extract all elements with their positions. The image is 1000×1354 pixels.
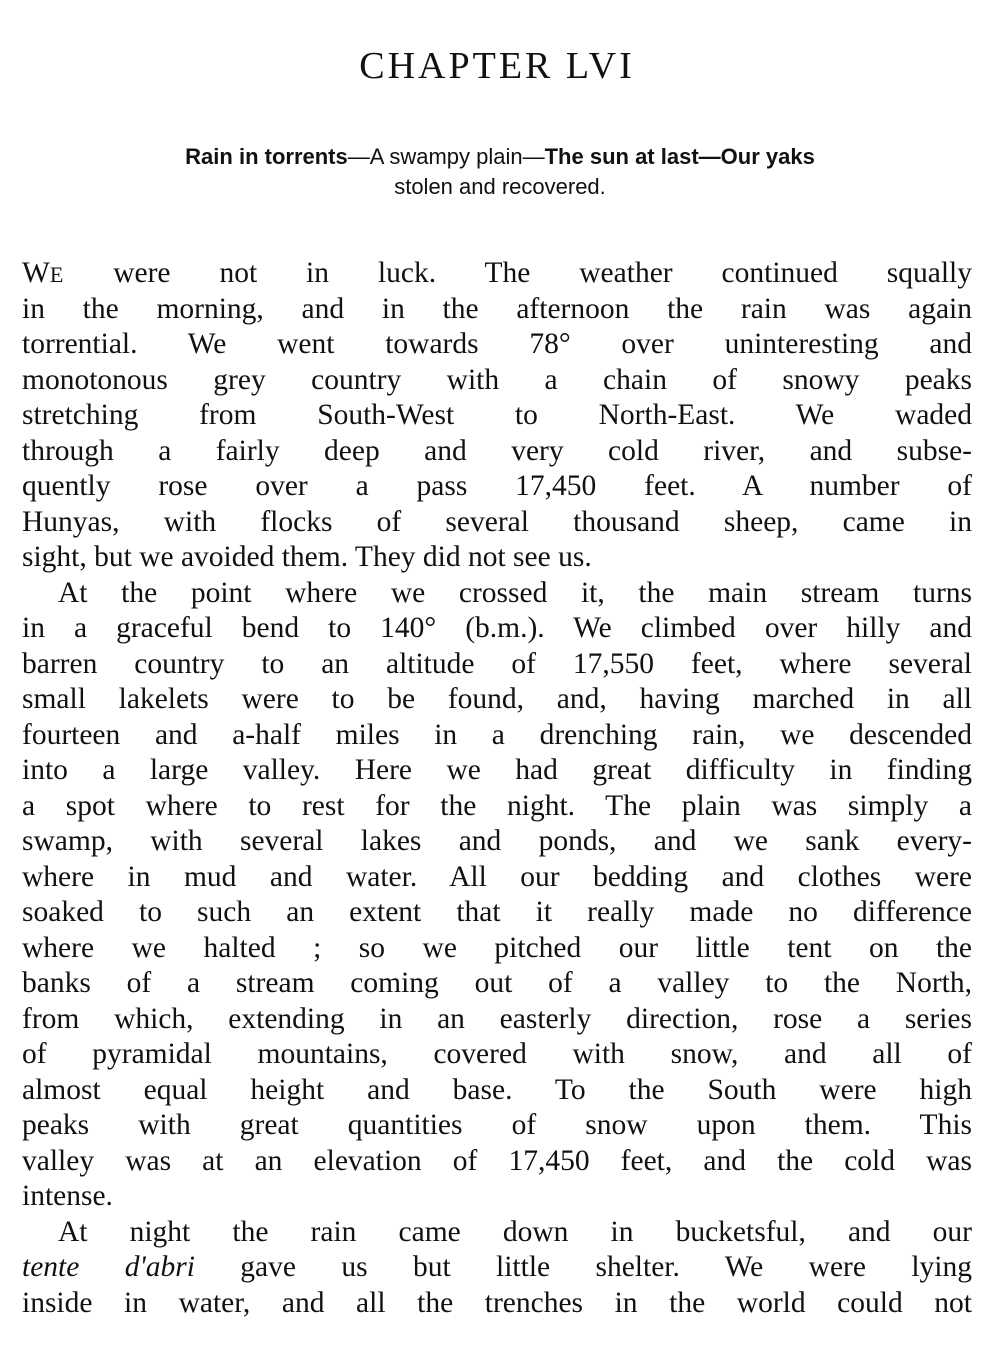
text-line: almost equal height and base. To the South were high: [22, 1073, 972, 1106]
text-line: in the morning, and in the afternoon the rain was again: [22, 292, 972, 325]
text-line: sight, but we avoided them. They did not see us.: [22, 541, 592, 573]
text-line: of pyramidal mountains, covered with snow, and all of: [22, 1038, 972, 1070]
text-line: [22, 256, 972, 292]
text-line: where in mud and water. All our bedding and clothes were: [22, 860, 972, 893]
summary-segment: —A swampy plain—: [347, 144, 545, 169]
text-line: soaked to such an extent that it really made no difference: [22, 896, 972, 928]
text-line: from which, extending in an easterly direction, rose a series: [22, 1002, 972, 1035]
text-line: a spot where to rest for the night. The plain was simply a: [22, 789, 972, 822]
text-line: intense.: [22, 1180, 113, 1212]
text-line: in a graceful bend to 140° (b.m.). We climbed over hilly and: [22, 612, 972, 644]
text-line: valley was at an elevation of 17,450 feet, and the cold was: [22, 1144, 972, 1177]
chapter-summary: [82, 142, 918, 202]
summary-segment: at: [628, 144, 661, 169]
text-line: [22, 1250, 972, 1286]
text-line: At night the rain came down in bucketsful, and our: [58, 1215, 972, 1248]
text-line: where we halted ; so we pitched our little tent on the: [22, 931, 972, 964]
text-line: stretching from South-West to North-East. We waded: [22, 399, 972, 431]
summary-line-2: stolen and recovered.: [394, 174, 606, 199]
text-line: fourteen and a-half miles in a drenching rain, we descended: [22, 718, 972, 751]
text-line: through a fairly deep and very cold river, and subse-: [22, 434, 972, 467]
text-line: barren country to an altitude of 17,550 feet, where several: [22, 647, 972, 680]
summary-segment: Rain in torrents: [185, 144, 348, 169]
text-line: banks of a stream coming out of a valley to the North,: [22, 967, 972, 999]
text-line: swamp, with several lakes and ponds, and we sank every-: [22, 825, 972, 857]
text-line: into a large valley. Here we had great difficulty in finding: [22, 754, 972, 786]
text-line: At the point where we crossed it, the main stream turns: [58, 576, 972, 609]
text-line: quently rose over a pass 17,450 feet. A number of: [22, 470, 972, 502]
text-line-rest: gave us but little shelter. We were lying: [194, 1251, 972, 1283]
text-line: peaks with great quantities of snow upon them. This: [22, 1109, 972, 1141]
dropcap-smallcaps: E: [49, 262, 65, 287]
paragraph-2: [22, 576, 972, 1215]
text-line: torrential. We went towards 78° over uninteresting and: [22, 328, 972, 360]
text-line: monotonous grey country with a chain of snowy peaks: [22, 363, 972, 396]
text-line-rest: were not in luck. The weather continued squally: [64, 257, 972, 289]
dropcap: W: [22, 257, 50, 289]
book-page: [22, 0, 972, 1354]
text-line: Hunyas, with flocks of several thousand sheep, came in: [22, 505, 972, 538]
paragraph-3: [22, 1215, 972, 1322]
summary-segment: The sun: [544, 144, 629, 169]
chapter-title: CHAPTER LVI: [359, 45, 635, 87]
text-line: inside in water, and all the trenches in the world could not: [22, 1286, 972, 1319]
chapter-body: [22, 256, 972, 1321]
summary-segment: last—Our yaks: [660, 144, 815, 169]
text-line: small lakelets were to be found, and, having marched in all: [22, 683, 972, 715]
italic-phrase: tente d'abri: [22, 1251, 195, 1283]
paragraph-1: [22, 256, 972, 576]
